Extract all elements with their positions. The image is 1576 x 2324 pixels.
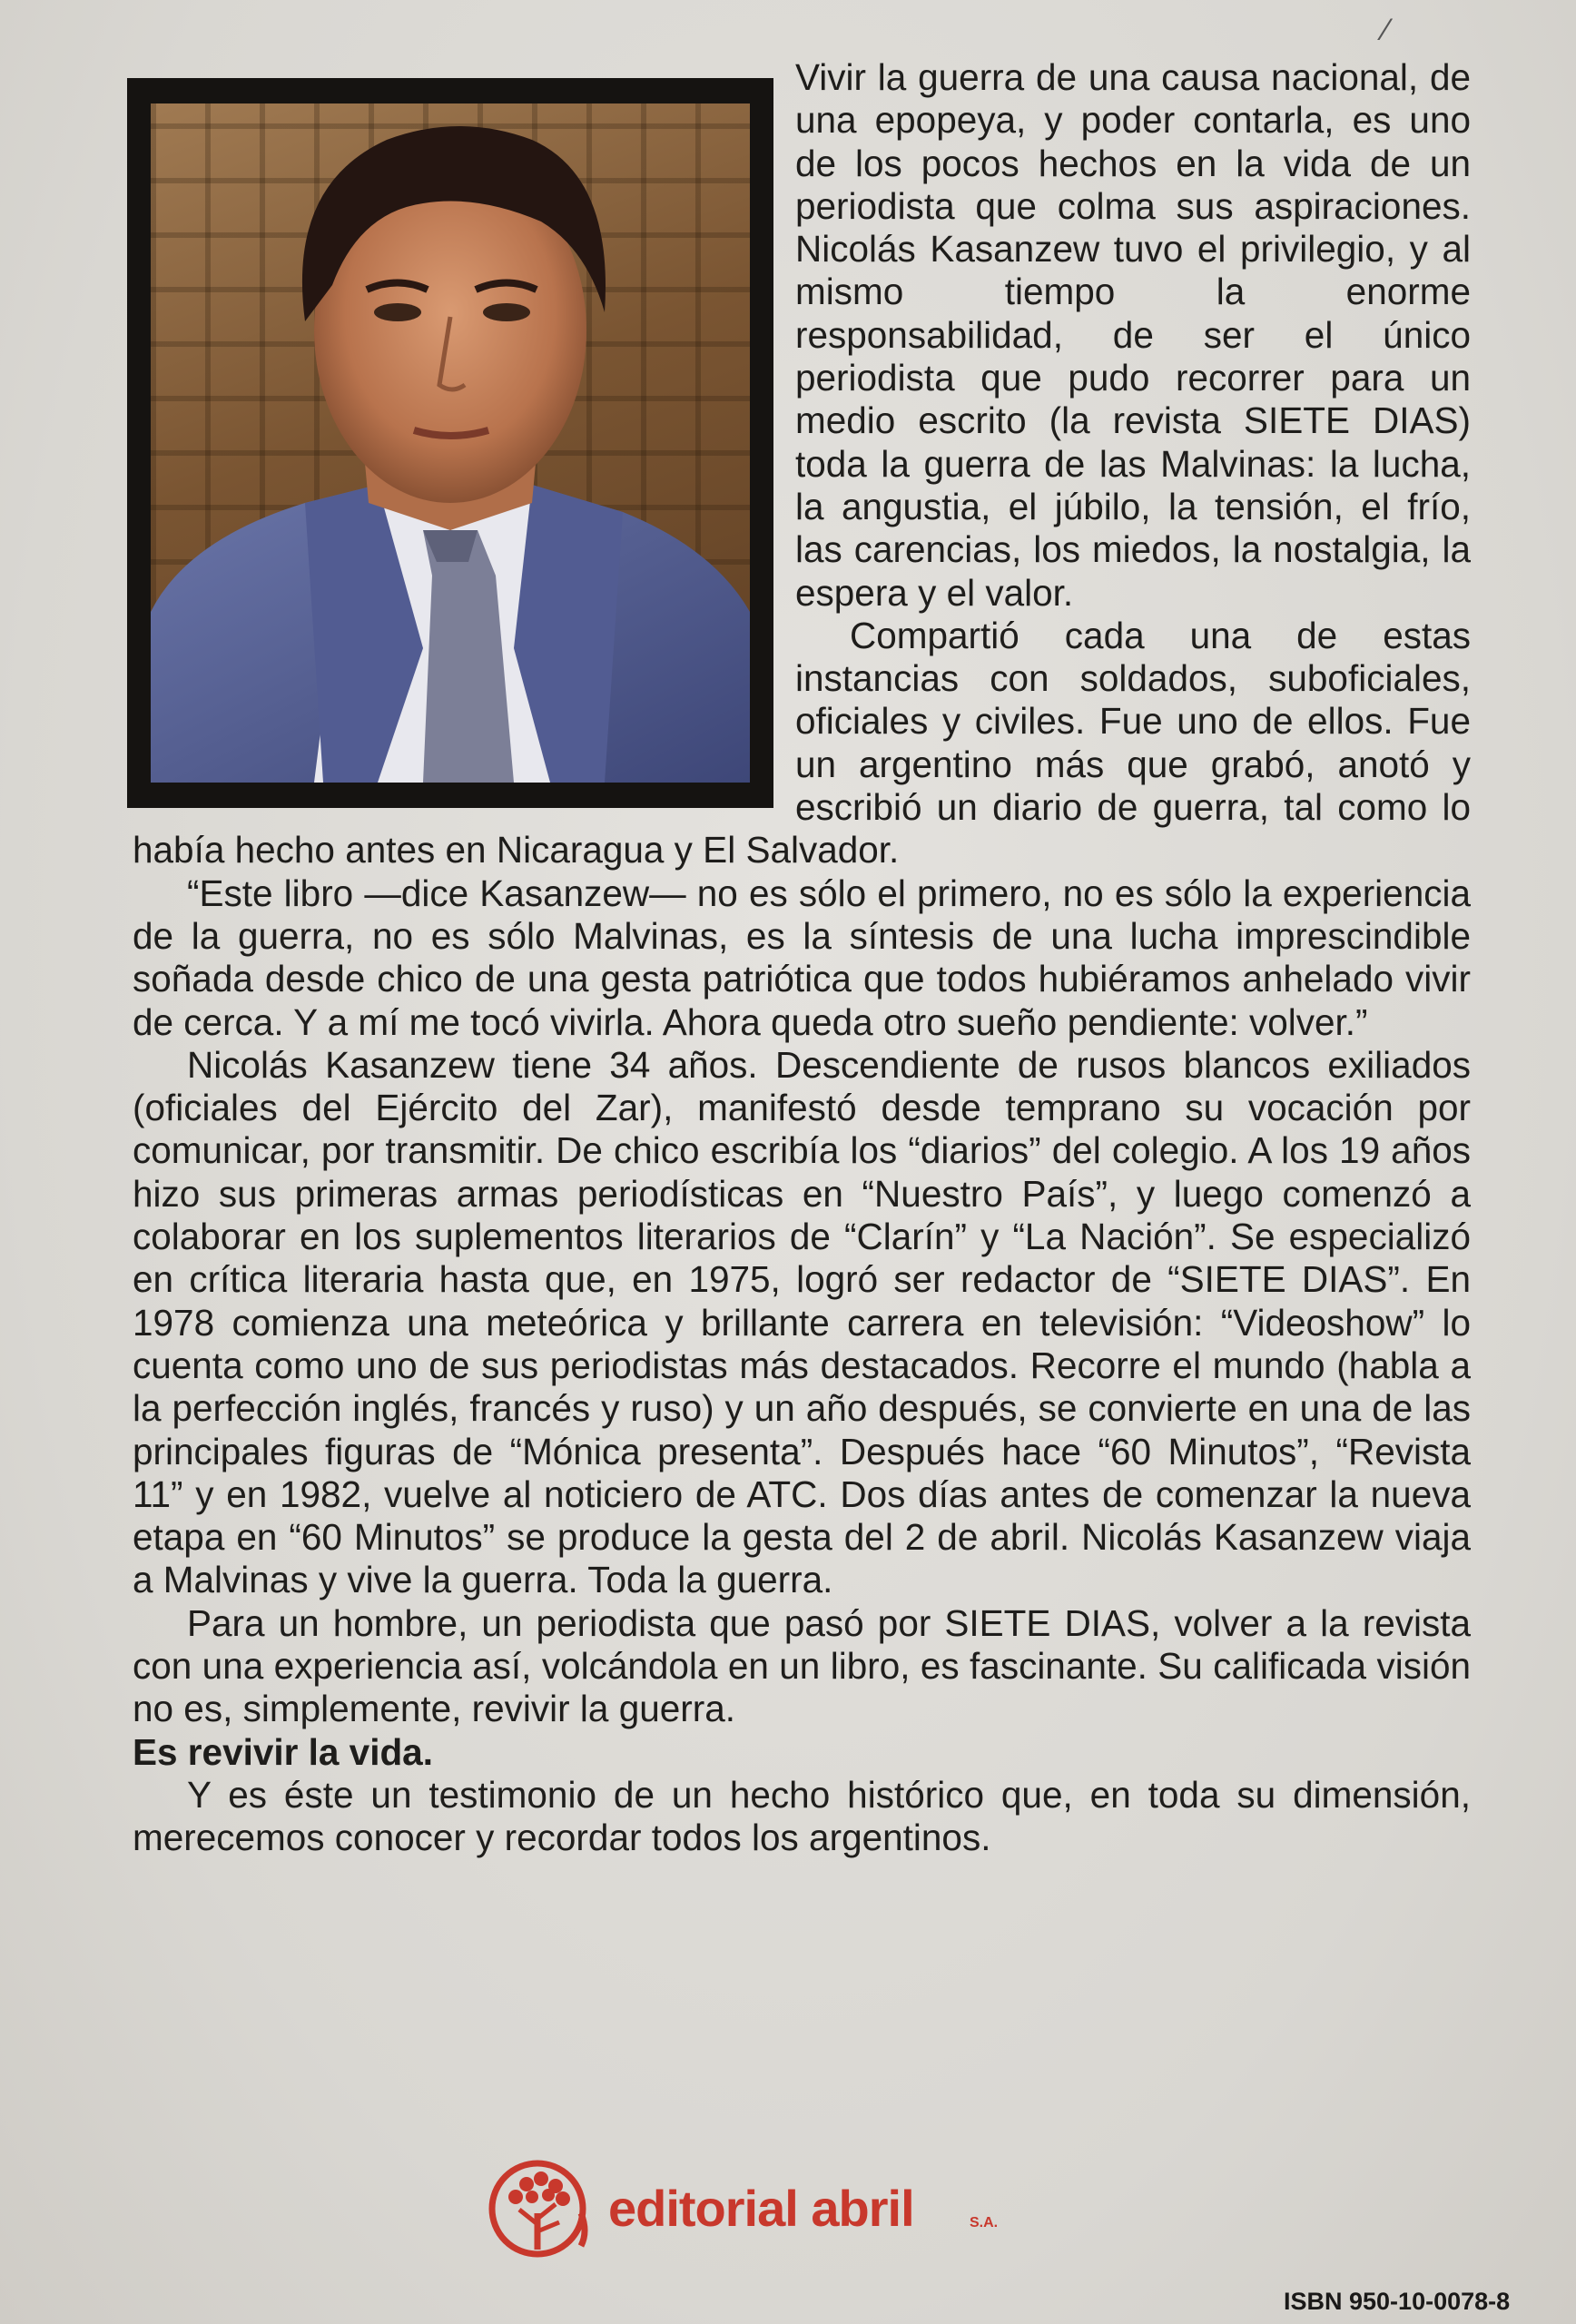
- paragraph-revivir: Es revivir la vida.: [133, 1730, 433, 1773]
- isbn-label: ISBN 950-10-0078-8: [1284, 2288, 1511, 2315]
- publisher-name: editorial abril: [608, 2180, 914, 2237]
- publisher-suffix: S.A.: [970, 2215, 999, 2230]
- paragraph-shared: Compartió cada una de estas instancias con soldados, suboficiales, oficiales y civiles. Fue uno de ellos. Fue un argentino más que grabó, anotó y escribió un diario de guerra, tal como lo había hecho antes en Nicaragua y El Salvador.: [133, 614, 1471, 872]
- photo-spacer: [133, 56, 795, 828]
- paragraph-testimony: Y es éste un testimonio de un hecho histórico que, en toda su dimensión, merecemos conocer y recordar todos los argentinos.: [133, 1773, 1471, 1859]
- paragraph-quote: “Este libro —dice Kasanzew— no es sólo el primero, no es sólo la experiencia de la guerra, no es sólo Malvinas, es la síntesis de una lucha imprescindible soñada desde chico de una gesta patriótica que todos hubiéramos anhelado vivir de cerca. Y a mí me tocó vivirla. Ahora queda otro sueño pendiente: volver.”: [133, 872, 1471, 1043]
- paragraph-fascinating: Para un hombre, un periodista que pasó por SIETE DIAS, volver a la revista con una experiencia así, volcándola en un libro, es fascinante. Su calificada visión no es, simplemente, revivir la guerra.: [133, 1601, 1471, 1730]
- paragraph-intro: Vivir la guerra de una causa nacional, de una epopeya, y poder contarla, es uno de los pocos hechos en la vida de un periodista que colma sus aspiraciones. Nicolás Kasanzew tuvo el privilegio, y al mismo tiempo la enorme responsabilidad, de ser el único periodista que pudo recorrer para un medio escrito (la revista SIETE DIAS) toda la guerra de las Malvinas: la lucha, la angustia, el júbilo, la tensión, el frío, las carencias, los miedos, la nostalgia, la espera y el valor.: [795, 56, 1471, 614]
- publisher-logo: [472, 2159, 1035, 2259]
- corner-mark: ⁄: [1384, 13, 1389, 47]
- tree-logo-icon: [472, 2159, 608, 2259]
- back-cover-text: [133, 56, 1471, 1859]
- paragraph-biography: Nicolás Kasanzew tiene 34 años. Descendiente de rusos blancos exiliados (oficiales del Ejército del Zar), manifestó desde temprano su vocación por comunicar, por transmitir. De chico escribía los “diarios” del colegio. A los 19 años hizo sus primeras armas periodísticas en “Nuestro País”, y luego comenzó a colaborar en los suplementos literarios de “Clarín” y “La Nación”. Se especializó en crítica literaria hasta que, en 1975, logró ser redactor de “SIETE DIAS”. En 1978 comienza una meteórica y brillante carrera en televisión: “Videoshow” lo cuenta como uno de sus periodistas más destacados. Recorre el mundo (habla a la perfección inglés, francés y ruso) y un año después, se convierte en una de las principales figuras de “Mónica presenta”. Después hace “60 Minutos”, “Revista 11” y en 1982, vuelve al noticiero de ATC. Dos días antes de comenzar la nueva etapa en “60 Minutos” se produce la gesta del 2 de abril. Nicolás Kasanzew viaja a Malvinas y vive la guerra. Toda la guerra.: [133, 1043, 1471, 1601]
